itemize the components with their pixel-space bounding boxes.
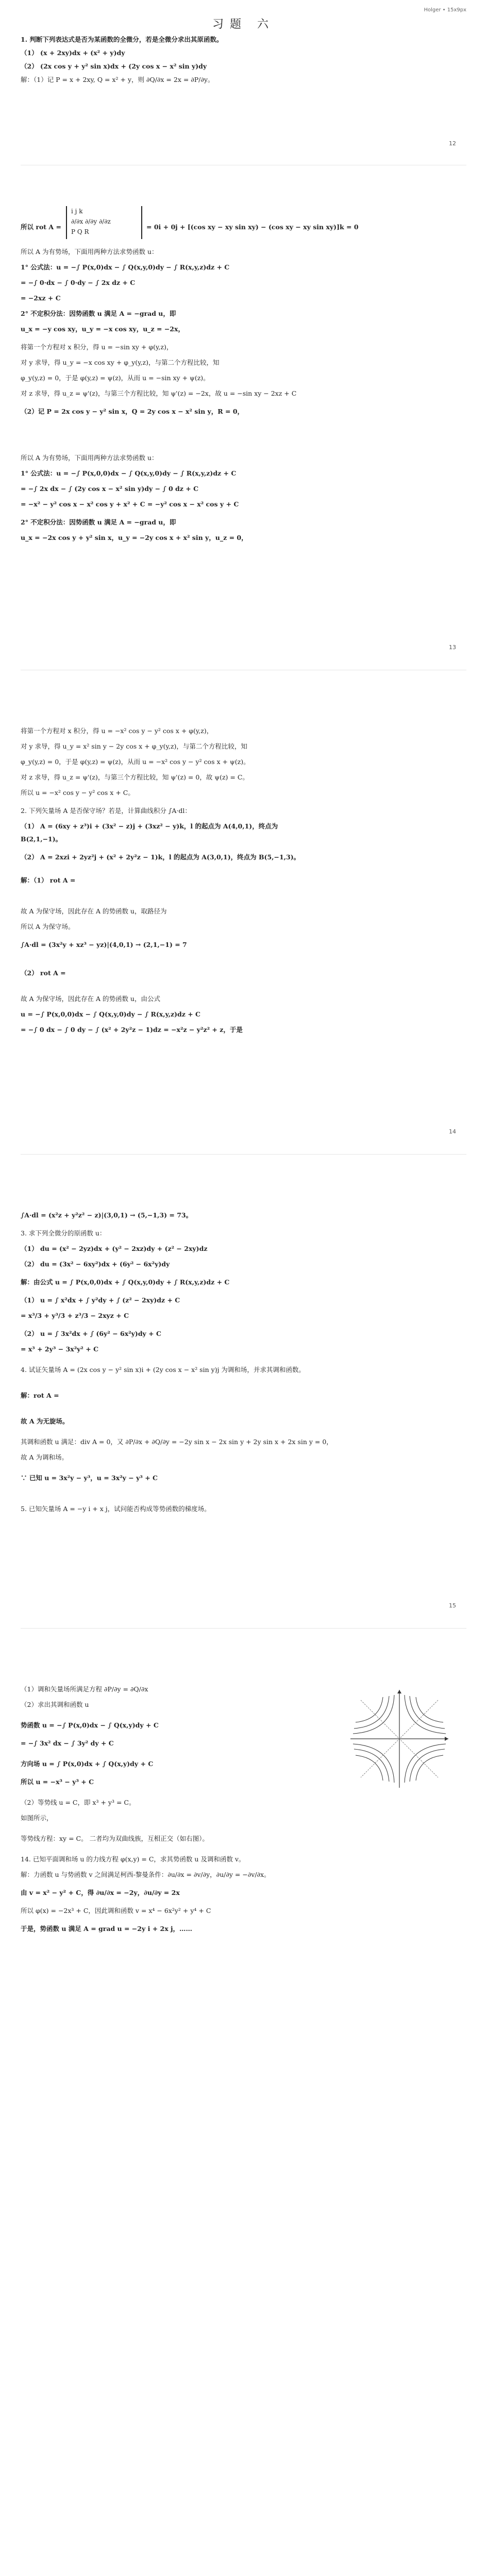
text-line: 4. 试证矢量场 A = (2x cos y − y² sin x)i + (2y cos x − x² sin y)j 为调和场，并求其调和函数。 — [21, 1366, 305, 1374]
text-line: = x³ + 2y³ − 3x²y² + C — [21, 1345, 99, 1353]
page-number: 12 — [449, 140, 456, 147]
text-line: = 0i + 0j + [(cos xy − xy sin xy) − (cos xy − xy sin xy)]k = 0 — [146, 223, 359, 231]
text-line: 1° 公式法：u = −∫ P(x,0)dx − ∫ Q(x,y,0)dy − ∫ R(x,y,z)dz + C — [21, 263, 230, 271]
text-line: 5. 已知矢量场 A = −y i + x j，试问能否构成等势函数的梯度场。 — [21, 1505, 211, 1513]
text-line: = −x² − y² cos x − x² cos y + x² + C = −y² cos x − x² cos y + C — [21, 500, 239, 508]
text-line: = −∫ 2x dx − ∫ (2y cos x − x² sin y)dy − ∫ 0 dz + C — [21, 485, 199, 493]
text-line: （2）等势线 u = C，即 x³ + y³ = C。 — [21, 1799, 136, 1806]
text-line: 2. 下列矢量场 A 是否保守场？若是，计算曲线积分 ∫A·dl： — [21, 807, 191, 815]
text-line: （2）求出其调和函数 u — [21, 1701, 89, 1708]
page-number: 15 — [449, 1602, 456, 1609]
text-line: （1） du = (x² − 2yz)dx + (y² − 2xz)dy + (z² − 2xy)dz — [21, 1245, 208, 1252]
page-divider — [21, 1628, 466, 1629]
text-line: 如图所示， — [21, 1814, 53, 1822]
text-line: 2° 不定积分法：因势函数 u 满足 A = −grad u，即 — [21, 310, 176, 317]
text-line: 所以 rot A = — [21, 223, 61, 231]
text-line: 1. 判断下列表达式是否为某函数的全微分，若是全微分求出其原函数。 — [21, 36, 223, 43]
text-line: φ_y(y,z) = 0，于是 φ(y,z) = ψ(z)，从而 u = −sin xy + ψ(z)。 — [21, 374, 210, 382]
text-line: 2° 不定积分法：因势函数 u 满足 A = −grad u，即 — [21, 518, 176, 526]
text-line: 于是，势函数 u 满足 A = grad u = −2y i + 2x j，…… — [21, 1925, 193, 1933]
text-line: 14. 已知平面调和场 u 的力线方程 φ(x,y) = C，求其势函数 u 及调和函数 v。 — [21, 1855, 245, 1863]
text-line: 势函数 u = −∫ P(x,0)dx − ∫ Q(x,y)dy + C — [21, 1721, 159, 1729]
page-title: 习题 六 — [212, 18, 275, 31]
page-divider — [21, 1154, 466, 1155]
text-line: ∫A·dl = (x²z + y²z² − z)|(3,0,1) → (5,−1,3) = 73。 — [21, 1211, 193, 1219]
text-line: 对 z 求导，得 u_z = ψ'(z)，与第三个方程比较，知 ψ'(z) = −2x，故 u = −sin xy − 2xz + C — [21, 389, 297, 397]
text-line: ∵ 已知 u = 3x²y − y³，u = 3x²y − y³ + C — [21, 1474, 158, 1482]
text-line: （2） A = 2xzi + 2yz²j + (x² + 2y²z − 1)k，l 的起点为 A(3,0,1)，终点为 B(5,−1,3)。 — [21, 853, 300, 861]
text-line: = −∫ 0 dx − ∫ 0 dy − ∫ (x² + 2y²z − 1)dz = −x²z − y²z² + z，于是 — [21, 1026, 243, 1033]
text-line: 方向场 u = ∫ P(x,0)dx + ∫ Q(x,y)dy + C — [21, 1760, 154, 1768]
matrix-row: ∂/∂x ∂/∂y ∂/∂z — [71, 218, 111, 225]
text-line: 故 A 为调和场。 — [21, 1453, 68, 1461]
text-line: 所以 φ(x) = −2x³ + C，因此调和函数 v = x⁴ − 6x²y² + y⁴ + C — [21, 1907, 211, 1914]
text-line: = −∫ 3x² dx − ∫ 3y² dy + C — [21, 1739, 114, 1747]
text-line: 故 A 为保守场，因此存在 A 的势函数 u，由公式 — [21, 995, 160, 1003]
text-line: B(2,1,−1)。 — [21, 835, 62, 843]
matrix-row: P Q R — [71, 228, 89, 235]
text-line: 所以 u = −x² cos y − y² cos x + C。 — [21, 789, 135, 796]
text-line: 将第一个方程对 x 积分，得 u = −sin xy + φ(y,z)， — [21, 343, 173, 351]
text-line: = −2xz + C — [21, 294, 61, 302]
text-line: u = −∫ P(x,0,0)dx − ∫ Q(x,y,0)dy − ∫ R(x,y,z)dz + C — [21, 1010, 200, 1018]
text-line: （1） u = ∫ x²dx + ∫ y²dy + ∫ (z² − 2xy)dz + C — [21, 1296, 180, 1304]
determinant-bar — [66, 206, 67, 239]
page-number: 14 — [449, 1128, 456, 1135]
text-line: 故 A 为无旋场。 — [21, 1417, 69, 1425]
text-line: 解：rot A = — [21, 1392, 59, 1399]
text-line: 对 z 求导，得 u_z = ψ'(z)，与第三个方程比较，知 ψ'(z) = 0，故 ψ(z) = C。 — [21, 773, 249, 781]
text-line: 等势线方程：xy = C。 二者均为双曲线族，互相正交（如右图）。 — [21, 1835, 209, 1842]
text-line: u_x = −2x cos y + y² sin x，u_y = −2y cos x + x² sin y，u_z = 0， — [21, 534, 248, 541]
text-line: （1） A = (6xy + z³)i + (3x² − z)j + (3xz² − y)k，l 的起点为 A(4,0,1)，终点为 — [21, 822, 278, 830]
text-line: （2） u = ∫ 3x²dx + ∫ (6y² − 6x²y)dy + C — [21, 1330, 161, 1337]
text-line: 其调和函数 u 满足：div A = 0，又 ∂P/∂x + ∂Q/∂y = −2y sin x − 2x sin y + 2y sin x + 2x sin y = 0， — [21, 1438, 333, 1446]
text-line: （1）调和矢量场所满足方程 ∂P/∂y = ∂Q/∂x — [21, 1685, 148, 1693]
curl-determinant — [66, 206, 142, 239]
text-line: 对 y 求导，得 u_y = −x cos xy + φ_y(y,z)，与第二个方程比较，知 — [21, 359, 220, 366]
text-line: u_x = −y cos xy，u_y = −x cos xy，u_z = −2x， — [21, 325, 184, 333]
text-line: 对 y 求导，得 u_y = x² sin y − 2y cos x + φ_y(y,z)，与第二个方程比较，知 — [21, 742, 247, 750]
text-line: 所以 u = −x³ − y³ + C — [21, 1778, 94, 1786]
text-line: 由 v = x² − y² + C，得 ∂u/∂x = −2y，∂u/∂y = 2x — [21, 1889, 180, 1896]
page-number: 13 — [449, 644, 456, 651]
text-line: 解：（1）记 P = x + 2xy, Q = x² + y，则 ∂Q/∂x = 2x = ∂P/∂y。 — [21, 76, 214, 83]
text-line: 解：力函数 u 与势函数 v 之间满足柯西-黎曼条件：∂u/∂x = ∂v/∂y，∂u/∂y = −∂v/∂x。 — [21, 1871, 271, 1878]
text-line: （2） du = (3x² − 6xy²)dx + (6y² − 6x²y)dy — [21, 1260, 170, 1268]
text-line: 解：（1） rot A = — [21, 876, 76, 884]
text-line: （2）记 P = 2x cos y − y² sin x，Q = 2y cos x − x² sin y，R = 0， — [21, 408, 244, 415]
text-line: 将第一个方程对 x 积分，得 u = −x² cos y − y² cos x + φ(y,z)， — [21, 727, 213, 735]
text-line: 所以 A 为有势场，下面用两种方法求势函数 u： — [21, 454, 158, 462]
text-line: = x³/3 + y³/3 + z³/3 − 2xyz + C — [21, 1312, 129, 1319]
text-line: 3. 求下列全微分的原函数 u： — [21, 1229, 106, 1237]
text-line: 所以 A 为保守场。 — [21, 923, 75, 930]
text-line: = −∫ 0·dx − ∫ 0·dy − ∫ 2x dz + C — [21, 279, 136, 286]
text-line: ∫A·dl = (3x²y + xz³ − yz)|(4,0,1) → (2,1,−1) = 7 — [21, 941, 187, 948]
text-line: （2） (2x cos y + y² sin x)dx + (2y cos x − x² sin y)dy — [21, 62, 207, 70]
hyperbola-diagram — [345, 1685, 454, 1793]
matrix-row: i j k — [71, 208, 83, 215]
text-line: 解：由公式 u = ∫ P(x,0,0)dx + ∫ Q(x,y,0)dy + ∫ R(x,y,z)dz + C — [21, 1278, 230, 1286]
text-line: φ_y(y,z) = 0，于是 φ(y,z) = ψ(z)，从而 u = −x² cos y − y² cos x + ψ(z)。 — [21, 758, 250, 766]
text-line: （2） rot A = — [21, 969, 66, 977]
text-line: 所以 A 为有势场，下面用两种方法求势函数 u： — [21, 248, 158, 256]
text-line: （1） (x + 2xy)dx + (x² + y)dy — [21, 49, 125, 57]
determinant-bar — [141, 206, 142, 239]
text-line: 故 A 为保守场，因此存在 A 的势函数 u，取路径为 — [21, 907, 167, 915]
text-line: 1° 公式法：u = −∫ P(x,0,0)dx − ∫ Q(x,y,0)dy − ∫ R(x,y,z)dz + C — [21, 469, 237, 477]
header-note: Holger • 15x9px — [424, 7, 466, 13]
orthogonal-hyperbola-figure — [345, 1685, 454, 1793]
